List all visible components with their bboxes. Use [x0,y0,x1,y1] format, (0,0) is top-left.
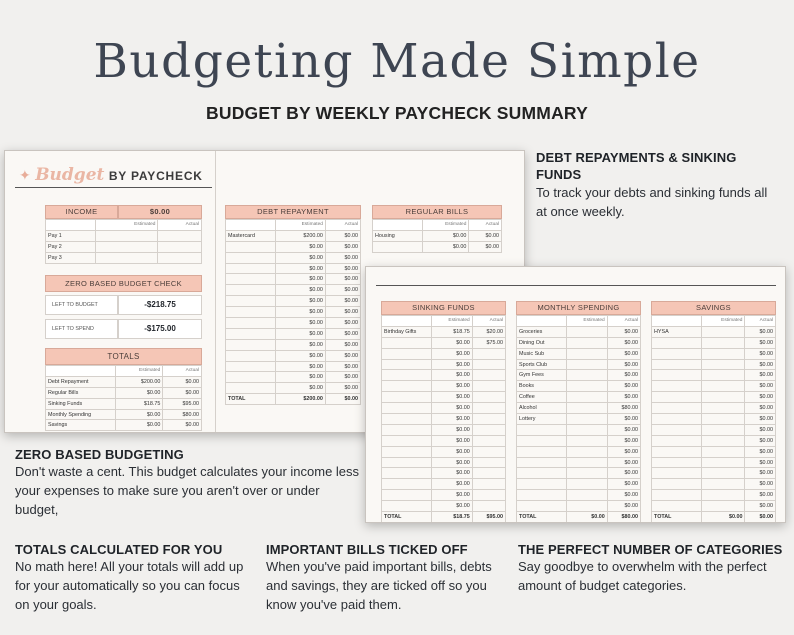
savings-row-label[interactable] [652,501,702,512]
bills-row-label: Housing [373,230,423,241]
monthly-header: MONTHLY SPENDING [516,301,641,315]
debt-act[interactable]: $0.00 [325,274,360,285]
debt-act[interactable]: $0.00 [325,263,360,274]
monthly-est[interactable] [567,501,608,512]
sinking-est[interactable]: $0.00 [432,490,473,501]
debt-est[interactable]: $0.00 [276,361,326,372]
savings-act[interactable]: $0.00 [745,337,776,348]
monthly-est[interactable] [567,435,608,446]
sinking-act[interactable] [472,435,505,446]
caption-text: To track your debts and sinking funds all at once weekly. [536,185,768,219]
front-top-rule [376,285,776,286]
monthly-act[interactable]: $0.00 [607,490,640,501]
monthly-est[interactable] [567,392,608,403]
monthly-row-label[interactable]: Alcohol [517,403,567,414]
monthly-row-label[interactable]: Gym Fees [517,370,567,381]
col-actual: Actual [607,316,640,327]
totals-row-label: Sinking Funds [46,398,116,409]
savings-act[interactable]: $0.00 [745,392,776,403]
monthly-act[interactable]: $0.00 [607,446,640,457]
sinking-act[interactable] [472,457,505,468]
monthly-act[interactable]: $0.00 [607,468,640,479]
totals-section [45,348,202,431]
debt-act[interactable]: $0.00 [325,350,360,361]
sinking-est[interactable]: $18.75 [432,326,473,337]
debt-est[interactable]: $0.00 [276,339,326,350]
debt-est[interactable]: $0.00 [276,241,326,252]
column-divider [215,151,216,433]
monthly-section [516,301,641,523]
sinking-est[interactable]: $0.00 [432,392,473,403]
monthly-row-label[interactable]: Lottery [517,414,567,425]
savings-row-label[interactable] [652,435,702,446]
monthly-row-label[interactable] [517,468,567,479]
savings-est[interactable] [702,403,745,414]
savings-total-label: TOTAL [652,512,702,523]
savings-est[interactable] [702,479,745,490]
sinking-row-label: Birthday Gifts [382,326,432,337]
totals-est: $0.00 [116,387,163,398]
savings-total-act: $0.00 [745,512,776,523]
debt-act[interactable]: $0.00 [325,339,360,350]
monthly-act[interactable]: $0.00 [607,370,640,381]
caption-text: When you've paid important bills, debts and savings, they are ticked off so you know you've paid them. [266,559,492,612]
monthly-row-label[interactable] [517,457,567,468]
income-act-cell[interactable] [158,230,202,241]
monthly-est[interactable] [567,424,608,435]
savings-est[interactable] [702,446,745,457]
sinking-act[interactable]: $20.00 [472,326,505,337]
savings-est[interactable] [702,457,745,468]
sinking-est[interactable]: $0.00 [432,424,473,435]
monthly-act[interactable]: $0.00 [607,348,640,359]
sinking-est[interactable]: $0.00 [432,370,473,381]
debt-act[interactable]: $0.00 [325,285,360,296]
sinking-row-label[interactable] [382,424,432,435]
debt-act[interactable]: $0.00 [325,230,360,241]
monthly-est[interactable] [567,468,608,479]
sinking-est[interactable]: $0.00 [432,381,473,392]
sinking-act[interactable] [472,403,505,414]
col-estimated: Estimated [276,220,326,231]
savings-row-label[interactable]: HYSA [652,326,702,337]
savings-act[interactable]: $0.00 [745,326,776,337]
debt-est[interactable]: $200.00 [276,230,326,241]
sheet-logo [19,165,203,185]
sinking-act[interactable] [472,501,505,512]
sinking-act[interactable] [472,414,505,425]
totals-row-label: Debt Repayment [46,376,116,387]
monthly-est[interactable] [567,490,608,501]
caption-heading: TOTALS CALCULATED FOR YOU [15,542,223,557]
sinking-act[interactable] [472,424,505,435]
debt-row-label[interactable] [226,274,276,285]
monthly-act[interactable]: $0.00 [607,479,640,490]
col-estimated: Estimated [702,316,745,327]
savings-section [651,301,776,523]
savings-act[interactable]: $0.00 [745,501,776,512]
bills-section [372,205,502,253]
totals-act: $95.00 [163,398,202,409]
monthly-act[interactable]: $0.00 [607,435,640,446]
sinking-row-label[interactable] [382,435,432,446]
debt-est[interactable]: $0.00 [276,350,326,361]
monthly-act[interactable]: $0.00 [607,381,640,392]
savings-est[interactable] [702,424,745,435]
sinking-est[interactable]: $0.00 [432,348,473,359]
bills-est[interactable]: $0.00 [423,241,469,252]
debt-est[interactable]: $0.00 [276,252,326,263]
debt-total-label: TOTAL [226,394,276,405]
monthly-row-label[interactable]: Sports Club [517,359,567,370]
bills-act[interactable]: $0.00 [469,230,502,241]
monthly-act[interactable]: $80.00 [607,403,640,414]
monthly-act[interactable]: $0.00 [607,326,640,337]
zero-check-section [45,275,202,339]
savings-est[interactable] [702,435,745,446]
totals-act: $0.00 [163,420,202,431]
sinking-row-label[interactable] [382,370,432,381]
sinking-est[interactable]: $0.00 [432,403,473,414]
sinking-total-label: TOTAL [382,512,432,523]
income-row-label: Pay 1 [46,230,96,241]
debt-act[interactable]: $0.00 [325,318,360,329]
sinking-est[interactable]: $0.00 [432,479,473,490]
monthly-total-label: TOTAL [517,512,567,523]
sinking-row-label[interactable] [382,359,432,370]
debt-est[interactable]: $0.00 [276,263,326,274]
debt-est[interactable]: $0.00 [276,328,326,339]
caption-totals [15,542,255,614]
monthly-est[interactable] [567,348,608,359]
monthly-row-label[interactable]: Groceries [517,326,567,337]
savings-act[interactable]: $0.00 [745,468,776,479]
monthly-est[interactable] [567,403,608,414]
sinking-est[interactable]: $0.00 [432,414,473,425]
monthly-row-label[interactable]: Dining Out [517,337,567,348]
savings-est[interactable] [702,326,745,337]
col-actual: Actual [158,220,202,231]
savings-row-label[interactable] [652,370,702,381]
sinking-act[interactable] [472,370,505,381]
monthly-act[interactable]: $0.00 [607,424,640,435]
monthly-est[interactable] [567,414,608,425]
sinking-header: SINKING FUNDS [381,301,506,315]
debt-act[interactable]: $0.00 [325,241,360,252]
savings-est[interactable] [702,392,745,403]
monthly-est[interactable] [567,359,608,370]
left-to-spend-value: -$175.00 [118,319,202,339]
col-actual: Actual [325,220,360,231]
savings-row-label[interactable] [652,446,702,457]
debt-row-label[interactable] [226,296,276,307]
debt-act[interactable]: $0.00 [325,307,360,318]
debt-row-label[interactable] [226,241,276,252]
col-estimated: Estimated [567,316,608,327]
monthly-row-label[interactable]: Books [517,381,567,392]
debt-act[interactable]: $0.00 [325,383,360,394]
sinking-act[interactable] [472,479,505,490]
sinking-row-label[interactable] [382,490,432,501]
savings-est[interactable] [702,490,745,501]
totals-row-label: Regular Bills [46,387,116,398]
savings-est[interactable] [702,348,745,359]
totals-header: TOTALS [45,348,202,365]
sinking-act[interactable] [472,348,505,359]
bills-header: REGULAR BILLS [372,205,502,219]
col-estimated: Estimated [116,366,163,377]
income-row-label: Pay 3 [46,252,96,263]
monthly-total-est: $0.00 [567,512,608,523]
income-row-label: Pay 2 [46,241,96,252]
caption-text: No math here! All your totals will add up for your automatically so you can focus on your goals. [15,559,244,612]
debt-est[interactable]: $0.00 [276,318,326,329]
debt-est[interactable]: $0.00 [276,383,326,394]
col-actual: Actual [745,316,776,327]
savings-est[interactable] [702,337,745,348]
debt-row-label[interactable] [226,350,276,361]
caption-heading: IMPORTANT BILLS TICKED OFF [266,542,468,557]
sinking-est[interactable]: $0.00 [432,435,473,446]
debt-est[interactable]: $0.00 [276,274,326,285]
monthly-row-label[interactable] [517,490,567,501]
monthly-row-label[interactable] [517,446,567,457]
monthly-row-label[interactable] [517,435,567,446]
debt-act[interactable]: $0.00 [325,328,360,339]
sinking-act[interactable] [472,359,505,370]
savings-est[interactable] [702,468,745,479]
income-est-cell[interactable] [96,252,158,263]
sinking-row-label[interactable] [382,468,432,479]
sinking-row-label[interactable] [382,446,432,457]
monthly-row-label[interactable]: Music Sub [517,348,567,359]
savings-act[interactable]: $0.00 [745,359,776,370]
sinking-row-label[interactable] [382,479,432,490]
monthly-row-label[interactable] [517,424,567,435]
caption-bills [266,542,506,614]
caption-heading: THE PERFECT NUMBER OF CATEGORIES [518,542,783,557]
savings-row-label[interactable] [652,479,702,490]
savings-row-label[interactable] [652,337,702,348]
monthly-est[interactable] [567,381,608,392]
savings-row-label[interactable] [652,348,702,359]
income-act-cell[interactable] [158,252,202,263]
bills-act[interactable]: $0.00 [469,241,502,252]
savings-row-label[interactable] [652,468,702,479]
zero-check-header: ZERO BASED BUDGET CHECK [45,275,202,292]
totals-act: $0.00 [163,376,202,387]
income-est-cell[interactable] [96,241,158,252]
caption-debt [536,149,776,221]
debt-row-label[interactable] [226,252,276,263]
monthly-est[interactable] [567,370,608,381]
debt-act[interactable]: $0.00 [325,361,360,372]
col-actual: Actual [469,220,502,231]
caption-categories [518,542,788,595]
budget-sheet-front [365,266,786,523]
totals-row-label: Savings [46,420,116,431]
sinking-act[interactable]: $75.00 [472,337,505,348]
savings-act[interactable]: $0.00 [745,414,776,425]
monthly-est[interactable] [567,326,608,337]
monthly-act[interactable]: $0.00 [607,359,640,370]
savings-est[interactable] [702,381,745,392]
logo-script: Budget [35,165,105,185]
sinking-est[interactable]: $0.00 [432,501,473,512]
sinking-row-label[interactable] [382,501,432,512]
savings-est[interactable] [702,359,745,370]
debt-act[interactable]: $0.00 [325,252,360,263]
col-actual: Actual [472,316,505,327]
col-estimated: Estimated [96,220,158,231]
sinking-total-act: $95.00 [472,512,505,523]
savings-est[interactable] [702,414,745,425]
totals-est: $18.75 [116,398,163,409]
col-estimated: Estimated [423,220,469,231]
savings-act[interactable]: $0.00 [745,381,776,392]
sinking-row-label[interactable] [382,348,432,359]
income-total: $0.00 [118,205,202,219]
debt-row-label[interactable] [226,263,276,274]
sinking-row-label[interactable] [382,337,432,348]
debt-row-label: Mastercard [226,230,276,241]
sinking-est[interactable]: $0.00 [432,359,473,370]
sinking-act[interactable] [472,446,505,457]
sinking-row-label[interactable] [382,403,432,414]
savings-act[interactable]: $0.00 [745,424,776,435]
logo-text: BY PAYCHECK [108,169,203,183]
income-est-cell[interactable] [96,230,158,241]
monthly-row-label[interactable]: Coffee [517,392,567,403]
savings-est[interactable] [702,370,745,381]
debt-est[interactable]: $0.00 [276,307,326,318]
sinking-act[interactable] [472,392,505,403]
income-act-cell[interactable] [158,241,202,252]
totals-act: $0.00 [163,387,202,398]
left-to-spend-label: LEFT TO SPEND [45,319,118,339]
sinking-est[interactable]: $0.00 [432,457,473,468]
col-estimated: Estimated [432,316,473,327]
sinking-row-label[interactable] [382,457,432,468]
monthly-act[interactable]: $0.00 [607,337,640,348]
left-to-budget-label: LEFT TO BUDGET [45,295,118,315]
savings-act[interactable]: $0.00 [745,446,776,457]
savings-act[interactable]: $0.00 [745,348,776,359]
debt-row-label[interactable] [226,361,276,372]
debt-row-label[interactable] [226,383,276,394]
totals-act: $80.00 [163,409,202,420]
savings-row-label[interactable] [652,414,702,425]
caption-zero [15,447,360,519]
page-subtitle: BUDGET BY WEEKLY PAYCHECK SUMMARY [206,103,588,123]
debt-total-act: $0.00 [325,394,360,405]
debt-est[interactable]: $0.00 [276,296,326,307]
totals-est: $200.00 [116,376,163,387]
savings-total-est: $0.00 [702,512,745,523]
savings-row-label[interactable] [652,392,702,403]
debt-row-label[interactable] [226,285,276,296]
savings-header: SAVINGS [651,301,776,315]
monthly-est[interactable] [567,446,608,457]
monthly-est[interactable] [567,479,608,490]
sinking-total-est: $18.75 [432,512,473,523]
savings-row-label[interactable] [652,359,702,370]
bills-est[interactable]: $0.00 [423,230,469,241]
monthly-act[interactable]: $0.00 [607,457,640,468]
sinking-act[interactable] [472,381,505,392]
savings-act[interactable]: $0.00 [745,479,776,490]
debt-act[interactable]: $0.00 [325,296,360,307]
sinking-row-label[interactable] [382,414,432,425]
totals-row-label: Monthly Spending [46,409,116,420]
monthly-row-label[interactable] [517,479,567,490]
monthly-act[interactable]: $0.00 [607,392,640,403]
sinking-section [381,301,506,523]
debt-row-label[interactable] [226,339,276,350]
sinking-act[interactable] [472,468,505,479]
sinking-est[interactable]: $0.00 [432,337,473,348]
monthly-est[interactable] [567,457,608,468]
sinking-est[interactable]: $0.00 [432,446,473,457]
logo-divider [15,187,212,188]
debt-section [225,205,361,405]
monthly-total-act: $80.00 [607,512,640,523]
monthly-act[interactable]: $0.00 [607,414,640,425]
savings-est[interactable] [702,501,745,512]
savings-row-label[interactable] [652,381,702,392]
debt-row-label[interactable] [226,318,276,329]
caption-heading: DEBT REPAYMENTS & SINKING FUNDS [536,150,737,182]
debt-header: DEBT REPAYMENT [225,205,361,219]
page-title: Budgeting Made Simple [93,34,701,89]
debt-row-label[interactable] [226,372,276,383]
savings-act[interactable]: $0.00 [745,457,776,468]
caption-text: Say goodbye to overwhelm with the perfect amount of budget categories. [518,559,767,593]
savings-row-label[interactable] [652,457,702,468]
savings-row-label[interactable] [652,403,702,414]
savings-act[interactable]: $0.00 [745,403,776,414]
savings-act[interactable]: $0.00 [745,490,776,501]
monthly-act[interactable]: $0.00 [607,501,640,512]
caption-heading: ZERO BASED BUDGETING [15,447,184,462]
col-actual: Actual [163,366,202,377]
sinking-est[interactable]: $0.00 [432,468,473,479]
caption-text: Don't waste a cent. This budget calculates your income less your expenses to make sure you aren't over or under budget, [15,464,360,517]
monthly-row-label[interactable] [517,501,567,512]
savings-row-label[interactable] [652,490,702,501]
income-section [45,205,202,264]
savings-act[interactable]: $0.00 [745,370,776,381]
sinking-act[interactable] [472,490,505,501]
sinking-row-label[interactable] [382,392,432,403]
sparkle-icon: ✦ [19,167,31,183]
income-header: INCOME [45,205,118,219]
sinking-row-label[interactable] [382,381,432,392]
totals-est: $0.00 [116,420,163,431]
debt-est[interactable]: $0.00 [276,285,326,296]
totals-est: $0.00 [116,409,163,420]
debt-act[interactable]: $0.00 [325,372,360,383]
debt-row-label[interactable] [226,307,276,318]
savings-act[interactable]: $0.00 [745,435,776,446]
left-to-budget-value: -$218.75 [118,295,202,315]
savings-row-label[interactable] [652,424,702,435]
debt-est[interactable]: $0.00 [276,372,326,383]
debt-total-est: $200.00 [276,394,326,405]
monthly-est[interactable] [567,337,608,348]
debt-row-label[interactable] [226,328,276,339]
